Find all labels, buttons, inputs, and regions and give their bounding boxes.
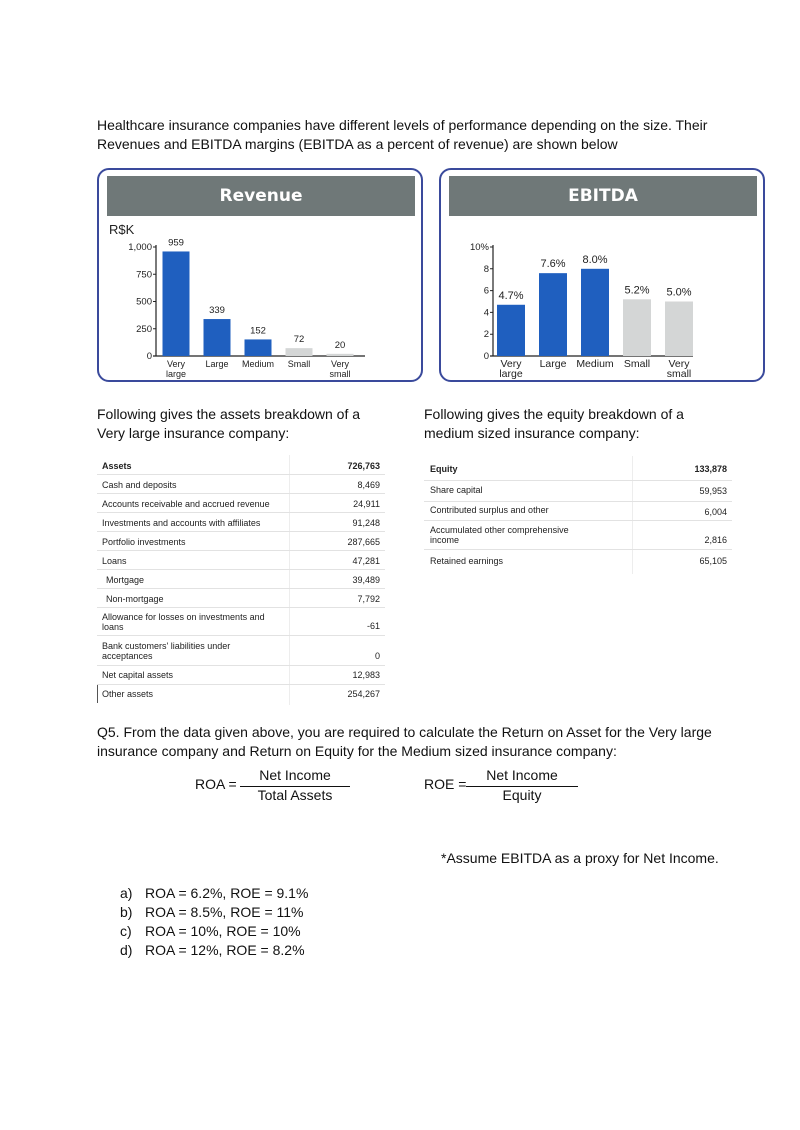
assets-row-label: Other assets [102, 689, 154, 699]
equity-intro-line-2: medium sized insurance company: [424, 425, 640, 441]
category-label: Small [287, 359, 311, 369]
assets-intro-line-2: Very large insurance company: [97, 425, 290, 441]
y-tick-label: 250 [136, 323, 152, 335]
assets-row-label: Non-mortgage [106, 594, 164, 604]
assets-row-label: Loans [102, 556, 127, 566]
assets-row-label: Allowance for losses on investments and [102, 612, 265, 622]
assets-row-value: 12,983 [352, 670, 380, 680]
category-label: Medium [241, 359, 275, 369]
category-label: Medium [576, 358, 614, 370]
bar [623, 299, 651, 356]
category-label: Very [668, 358, 690, 370]
y-axis-label: R$K [109, 222, 135, 237]
question-line-2: insurance company and Return on Equity for the Medium sized insurance company: [97, 743, 617, 759]
equity-row-label: Retained earnings [430, 556, 504, 566]
assets-row-value: 39,489 [352, 575, 380, 585]
assets-row-value: 8,469 [357, 480, 380, 490]
intro-line-1: Healthcare insurance companies have different levels of performance depending on the size. Their [97, 117, 708, 133]
data-label: 20 [334, 339, 346, 351]
y-tick-label: 750 [136, 269, 152, 281]
revenue-chart-title: Revenue [107, 176, 415, 216]
category-label: large [165, 369, 187, 379]
assets-row-label-2: acceptances [102, 651, 153, 661]
revenue-chart-panel [97, 168, 423, 382]
data-label: 152 [250, 325, 266, 337]
y-tick-label: 0 [146, 351, 152, 362]
assets-header-value: 726,763 [347, 461, 380, 471]
bar [327, 354, 354, 356]
bar [497, 305, 525, 356]
assets-row-value: 91,248 [352, 518, 380, 528]
data-label: 7.6% [540, 258, 566, 271]
equity-intro-line-1: Following gives the equity breakdown of a [424, 406, 684, 422]
ebitda-chart [441, 170, 765, 382]
y-tick-label: 4 [483, 307, 489, 319]
bar [163, 251, 190, 356]
bar [286, 348, 313, 356]
equity-row-label: Share capital [430, 485, 483, 495]
assets-row-value: 254,267 [347, 689, 380, 699]
bar [539, 273, 567, 356]
equity-row-value: 59,953 [699, 486, 727, 496]
equity-row-label: Contributed surplus and other [430, 505, 549, 515]
data-label: 8.0% [582, 253, 608, 266]
equity-row-label: Accumulated other comprehensive [430, 525, 569, 535]
y-tick-label: 10% [469, 242, 489, 253]
roa-label: ROA = [195, 776, 237, 792]
assets-row-label: Mortgage [106, 575, 145, 585]
category-label: Very [500, 358, 522, 370]
intro-line-2: Revenues and EBITDA margins (EBITDA as a percent of revenue) are shown below [97, 136, 618, 152]
bar [204, 319, 231, 356]
assets-row-label: Cash and deposits [102, 480, 177, 490]
category-label: Very [166, 359, 186, 369]
y-tick-label: 2 [483, 329, 489, 341]
y-tick-label: 500 [136, 296, 152, 308]
category-label: Small [623, 358, 651, 370]
category-label: large [499, 368, 523, 380]
assets-row-value: 0 [374, 651, 380, 661]
equity-table [424, 456, 732, 574]
category-label: Large [539, 358, 567, 370]
roe-denominator: Equity [502, 787, 542, 803]
data-label: 4.7% [498, 289, 524, 302]
assets-intro-line-1: Following gives the assets breakdown of a [97, 406, 361, 422]
assets-row-label: Investments and accounts with affiliates [102, 518, 261, 528]
assets-row-label: Net capital assets [102, 670, 174, 680]
category-label: Very [330, 359, 350, 369]
revenue-chart [99, 170, 423, 382]
data-label: 5.0% [666, 286, 692, 299]
assets-table [97, 455, 385, 705]
y-tick-label: 8 [483, 263, 489, 275]
equity-header-label: Equity [430, 464, 458, 474]
bar [665, 302, 693, 357]
assumption-note: *Assume EBITDA as a proxy for Net Income. [441, 850, 719, 866]
equity-row-value: 65,105 [699, 556, 727, 566]
assets-row-value: 47,281 [352, 556, 380, 566]
data-label: 959 [168, 237, 184, 249]
roe-label: ROE = [424, 776, 467, 792]
bar [245, 339, 272, 356]
assets-row-value: 7,792 [357, 594, 380, 604]
assets-row-label: Bank customers' liabilities under [102, 641, 231, 651]
assets-row-label-2: loans [102, 622, 124, 632]
roe-numerator: Net Income [486, 767, 558, 783]
y-tick-label: 1,000 [128, 242, 152, 253]
assets-row-value: 24,911 [353, 499, 380, 509]
equity-row-label-2: income [430, 535, 460, 545]
assets-header-label: Assets [102, 461, 132, 471]
assets-row-label: Accounts receivable and accrued revenue [102, 499, 270, 509]
assets-row-value: -61 [366, 621, 380, 631]
assets-row-value: 287,665 [347, 537, 380, 547]
category-label: small [329, 369, 351, 379]
equity-header-value: 133,878 [694, 464, 727, 474]
data-label: 339 [209, 305, 225, 317]
category-label: small [666, 368, 692, 380]
bar [581, 269, 609, 356]
ebitda-chart-title: EBITDA [449, 176, 757, 216]
assets-row-label: Portfolio investments [102, 537, 186, 547]
equity-row-value: 2,816 [704, 535, 727, 545]
question-line-1: Q5. From the data given above, you are required to calculate the Return on Asset for the Very large [97, 724, 712, 740]
data-label: 5.2% [624, 284, 650, 297]
category-label: Large [205, 359, 229, 369]
y-tick-label: 6 [483, 285, 489, 297]
equity-row-value: 6,004 [704, 507, 727, 517]
roa-denominator: Total Assets [257, 787, 333, 803]
data-label: 72 [293, 334, 305, 346]
roa-numerator: Net Income [259, 767, 331, 783]
ebitda-chart-panel [439, 168, 765, 382]
y-tick-label: 0 [483, 351, 489, 362]
